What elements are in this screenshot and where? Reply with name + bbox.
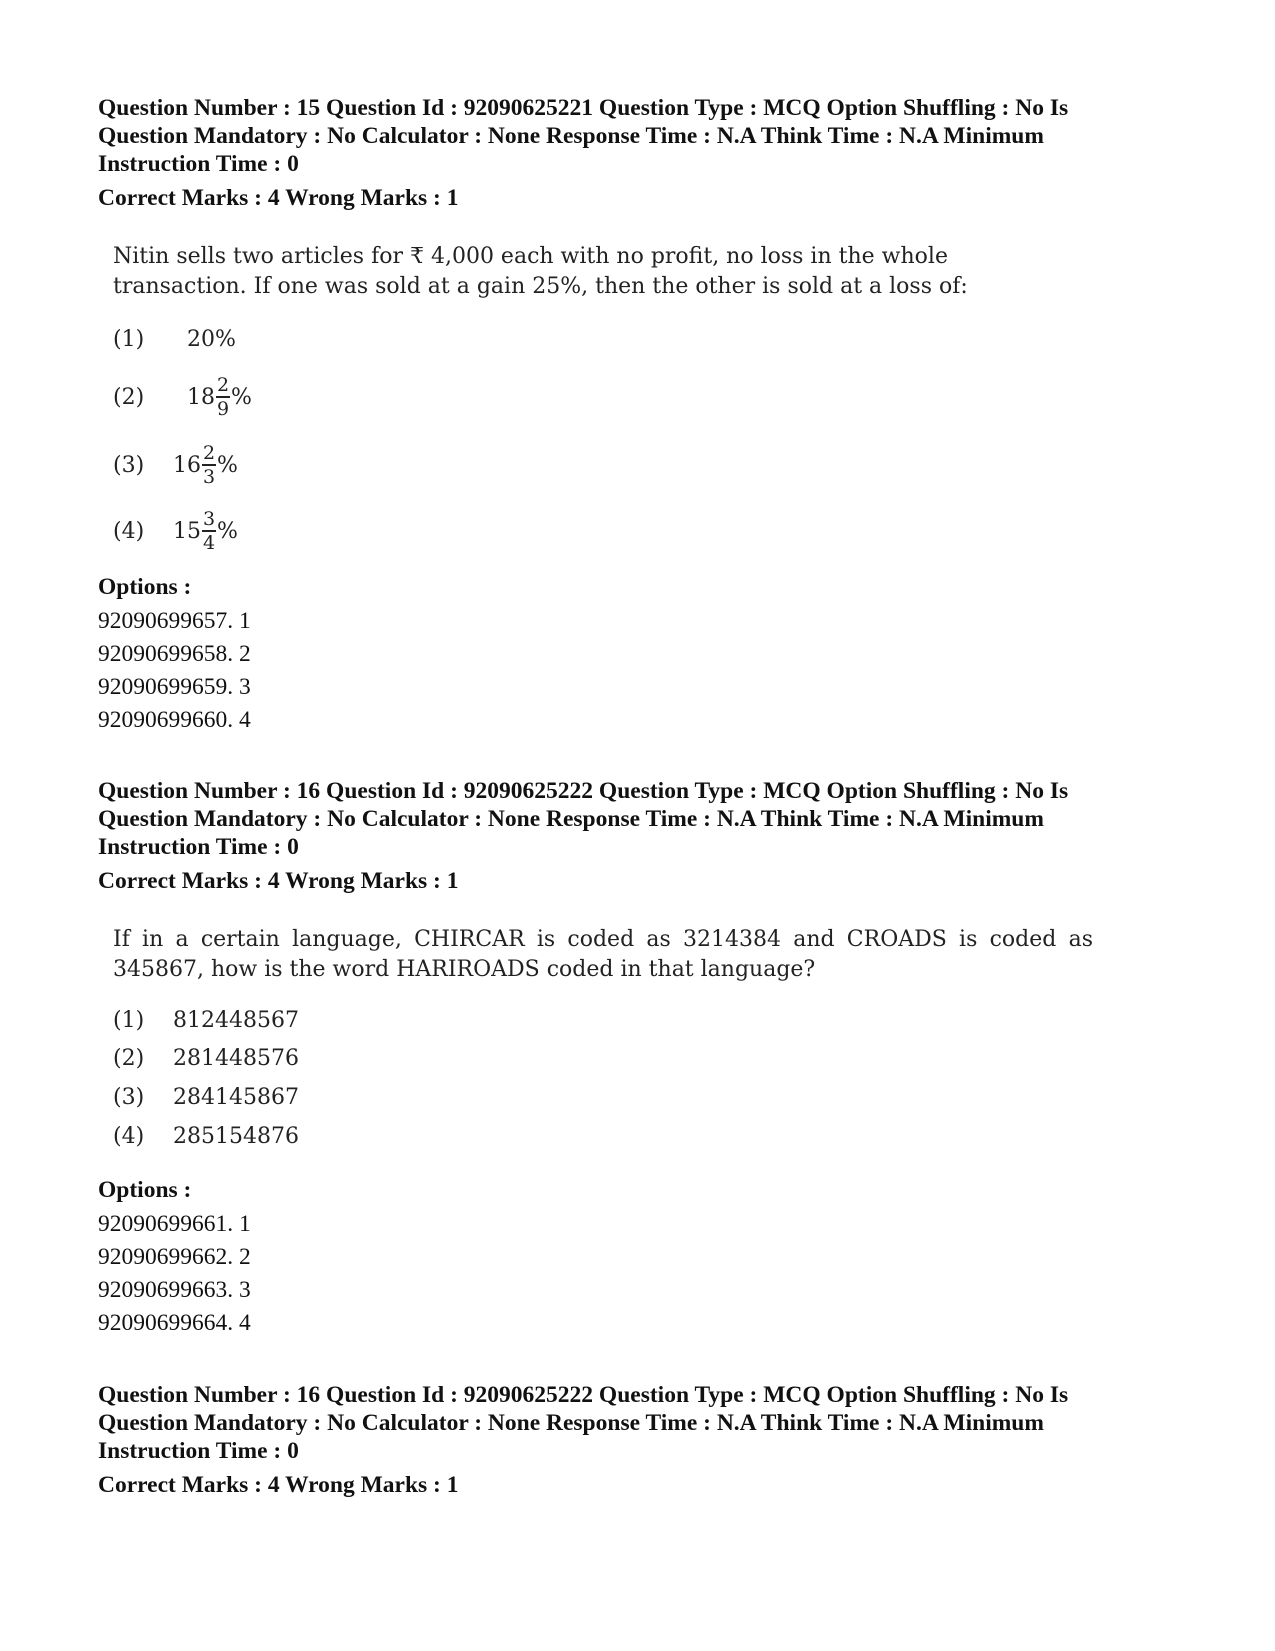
- question-meta: Question Number : 15 Question Id : 92090625221 Question Type : MCQ Option Shuffling : No Is Question Mandatory : No Calculator : None Response Time : N.A Think Time : N.A Minimum Instruction Time : 0: [98, 95, 1069, 177]
- fraction-suffix: %: [231, 384, 252, 410]
- question-15: [98, 94, 1178, 564]
- option-item: 92090699664. 4: [98, 1310, 251, 1336]
- choice-1: [113, 316, 1178, 362]
- question-marks: Correct Marks : 4 Wrong Marks : 1: [98, 1472, 459, 1498]
- choice-3: [113, 432, 1178, 498]
- options-title: Options :: [98, 1177, 192, 1203]
- fraction-whole: 16: [173, 452, 201, 478]
- choice-value: 20%: [187, 326, 236, 352]
- choice-number: (1): [113, 326, 145, 352]
- question-marks: Correct Marks : 4 Wrong Marks : 1: [98, 868, 459, 894]
- option-item: 92090699660. 4: [98, 707, 251, 733]
- choice-number: (1): [113, 1007, 145, 1033]
- options-list: [98, 573, 1178, 737]
- fraction-whole: 18: [187, 384, 215, 410]
- choice-value: [187, 375, 252, 419]
- option-item: 92090699663. 3: [98, 1277, 251, 1303]
- options-list: [98, 1176, 1178, 1340]
- choice-value: [173, 509, 238, 553]
- choice-number: (2): [113, 384, 145, 410]
- fraction: [216, 375, 230, 419]
- stem-line: If in a certain language, CHIRCAR is coded as 3214384 and CROADS is coded as: [113, 927, 1093, 952]
- choice-value: 284145867: [173, 1084, 299, 1110]
- option-item: 92090699657. 1: [98, 608, 251, 634]
- choice-number: (4): [113, 1123, 145, 1149]
- choice-number: (3): [113, 452, 145, 478]
- fraction-numerator: 2: [216, 374, 230, 397]
- question-16-repeat: [98, 1381, 1178, 1499]
- question-stem: [113, 925, 1093, 985]
- question-stem: [113, 242, 1093, 302]
- choice-value: 281448576: [173, 1045, 299, 1071]
- choice-value: [173, 443, 238, 487]
- choice-3: [113, 1077, 1178, 1117]
- option-item: 92090699659. 3: [98, 674, 251, 700]
- question-16: [98, 777, 1178, 1155]
- option-item: 92090699661. 1: [98, 1211, 251, 1237]
- choice-4: [113, 498, 1178, 564]
- choice-number: (4): [113, 518, 145, 544]
- fraction-denominator: 3: [202, 465, 216, 488]
- stem-line: transaction. If one was sold at a gain 25%, then the other is sold at a loss of:: [113, 274, 968, 299]
- option-item: 92090699658. 2: [98, 641, 251, 667]
- option-item: 92090699662. 2: [98, 1244, 251, 1270]
- fraction-denominator: 4: [202, 531, 216, 554]
- fraction-whole: 15: [173, 518, 201, 544]
- question-meta: Question Number : 16 Question Id : 92090625222 Question Type : MCQ Option Shuffling : No Is Question Mandatory : No Calculator : None Response Time : N.A Think Time : N.A Minimum Instruction Time : 0: [98, 778, 1069, 860]
- question-meta: Question Number : 16 Question Id : 92090625222 Question Type : MCQ Option Shuffling : No Is Question Mandatory : No Calculator : None Response Time : N.A Think Time : N.A Minimum Instruction Time : 0: [98, 1382, 1069, 1464]
- choice-1: [113, 1001, 1178, 1039]
- fraction-suffix: %: [217, 452, 238, 478]
- choice-2: [113, 1039, 1178, 1077]
- options-title: Options :: [98, 574, 192, 600]
- choice-number: (3): [113, 1084, 145, 1110]
- stem-line: 345867, how is the word HARIROADS coded in that language?: [113, 957, 816, 982]
- fraction-denominator: 9: [216, 397, 230, 420]
- fraction-numerator: 3: [202, 508, 216, 531]
- fraction-suffix: %: [217, 518, 238, 544]
- choice-2: [113, 362, 1178, 432]
- fraction: [202, 509, 216, 553]
- choice-number: (2): [113, 1045, 145, 1071]
- stem-line: Nitin sells two articles for ₹ 4,000 each with no profit, no loss in the whole: [113, 244, 948, 269]
- fraction: [202, 443, 216, 487]
- fraction-numerator: 2: [202, 442, 216, 465]
- question-marks: Correct Marks : 4 Wrong Marks : 1: [98, 185, 459, 211]
- choice-value: 812448567: [173, 1007, 299, 1033]
- choice-4: [113, 1117, 1178, 1155]
- choice-value: 285154876: [173, 1123, 299, 1149]
